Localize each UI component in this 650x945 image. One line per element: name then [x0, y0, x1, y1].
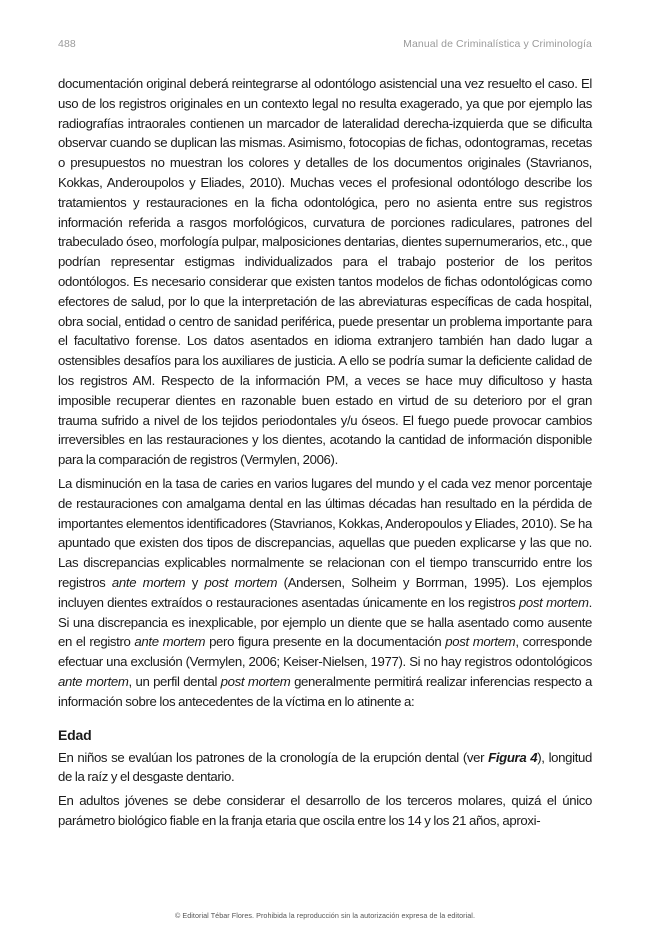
text-span: La disminución en la tasa de caries en varios lugares del mundo y el cada vez menor porcentaje de restauraciones con amalgama dental en las últimas décadas han resultado en la pérdida de importantes elementos identificadores (Stavrianos, Kokkas, Anderopoulos y Eliades, 2010). Se ha apuntado que existen dos tipos de discrepancias, aquellas que pueden explicarse y las que no. Las discrepancias explicables normalmente se relacionan con el tiempo transcurrido entre los registros: [58, 475, 592, 590]
italic-term: post mortem: [445, 634, 516, 650]
paragraph-adultos: En adultos jóvenes se debe considerar el desarrollo de los terceros molares, quizá el único parámetro biológico fiable en la franja etaria que oscila entre los 14 y los 21 años, aproxi-: [58, 793, 592, 828]
text-span: En niños se evalúan los patrones de la cronología de la erupción dental (ver: [58, 749, 489, 765]
text-span: , corresponde efectuar una exclusión (Vermylen, 2006; Keiser-Nielsen, 1977). Si no hay registros odontológicos: [58, 634, 592, 670]
text-span: ), longitud de la raíz y el desgaste dentario.: [58, 749, 592, 785]
page-body: [58, 74, 592, 835]
text-span: (Andersen, Solheim y Borrman, 1995). Los ejemplos incluyen dientes extraídos o restauraciones asentadas únicamente en los registros: [58, 574, 592, 610]
book-title: Manual de Criminalística y Criminología: [403, 38, 592, 50]
paragraph-registros: documentación original deberá reintegrarse al odontólogo asistencial una vez resuelto el caso. El uso de los registros originales en un contexto legal no resulta exagerado, ya que por ejemplo las radiografías intraorales contienen un marcador de lateralidad derecha-izquierda que se dificulta observar cuando se duplican las mismas. Asimismo, fotocopias de fichas, odontogramas, recetas o presupuestos no muestran los colores y detalles de los documentos originales (Stavrianos, Kokkas, Anderoupolos y Eliades, 2010). Muchas veces el profesional odontólogo describe los tratamientos y restauraciones en la ficha odontológica, pero no asienta entre sus registros información referida a rasgos morfológicos, curvatura de porciones radiculares, patrones del trabeculado óseo, morfología pulpar, malposiciones dentarias, dientes supernumerarios, etc., que podrían representar estigmas individualizados para el trabajo posterior de los peritos odontólogos. Es necesario considerar que existen tantos modelos de fichas odontológicas como efectores de salud, por lo que la interpretación de las abreviaturas específicas de cada hospital, obra social, entidad o centro de sanidad periférica, puede presentar un problema importante para el facultativo forense. Los datos asentados en idioma extranjero también han dado lugar a ostensibles desafíos para los auxiliares de justicia. A ello se podría sumar la deficiente calidad de los registros AM. Respecto de la información PM, a veces se hace muy dificultoso y hasta imposible recuperar dientes en razonable buen estado en virtud de su deterioro por el gran trauma sufrido a nivel de los tejidos periodontales y/u óseos. El fuego puede provocar cambios irreversibles en las restauraciones y los dientes, acotando la cantidad de información disponible para la comparación de registros (Vermylen, 2006).: [58, 76, 592, 468]
italic-term: ante mortem: [58, 673, 129, 689]
text-span: , un perfil dental: [128, 673, 221, 689]
paragraph-ninos: [58, 748, 592, 788]
italic-term: ante mortem: [111, 574, 186, 590]
section-heading-edad: Edad: [58, 726, 92, 743]
italic-term: post mortem: [518, 594, 589, 610]
paragraph-discrepancias: [58, 474, 592, 712]
text-span: pero figura presente en la documentación: [205, 634, 446, 650]
figure-reference: Figura 4: [488, 749, 538, 765]
text-span: generalmente permitirá realizar inferencias respecto a información sobre los antecedentes de la víctima en lo atinente a:: [58, 673, 592, 709]
page-number: 488: [58, 38, 76, 50]
italic-term: post mortem: [204, 574, 278, 590]
italic-term: post mortem: [220, 673, 291, 689]
copyright-footer: © Editorial Tébar Flores. Prohibida la reproducción sin la autorización expresa de la editorial.: [174, 911, 475, 920]
text-span: y: [185, 574, 205, 590]
italic-term: ante mortem: [134, 634, 206, 650]
text-span: . Si una discrepancia es inexplicable, por ejemplo un diente que se halla asentado como ausente en el registro: [58, 594, 592, 650]
running-header: [58, 38, 592, 52]
